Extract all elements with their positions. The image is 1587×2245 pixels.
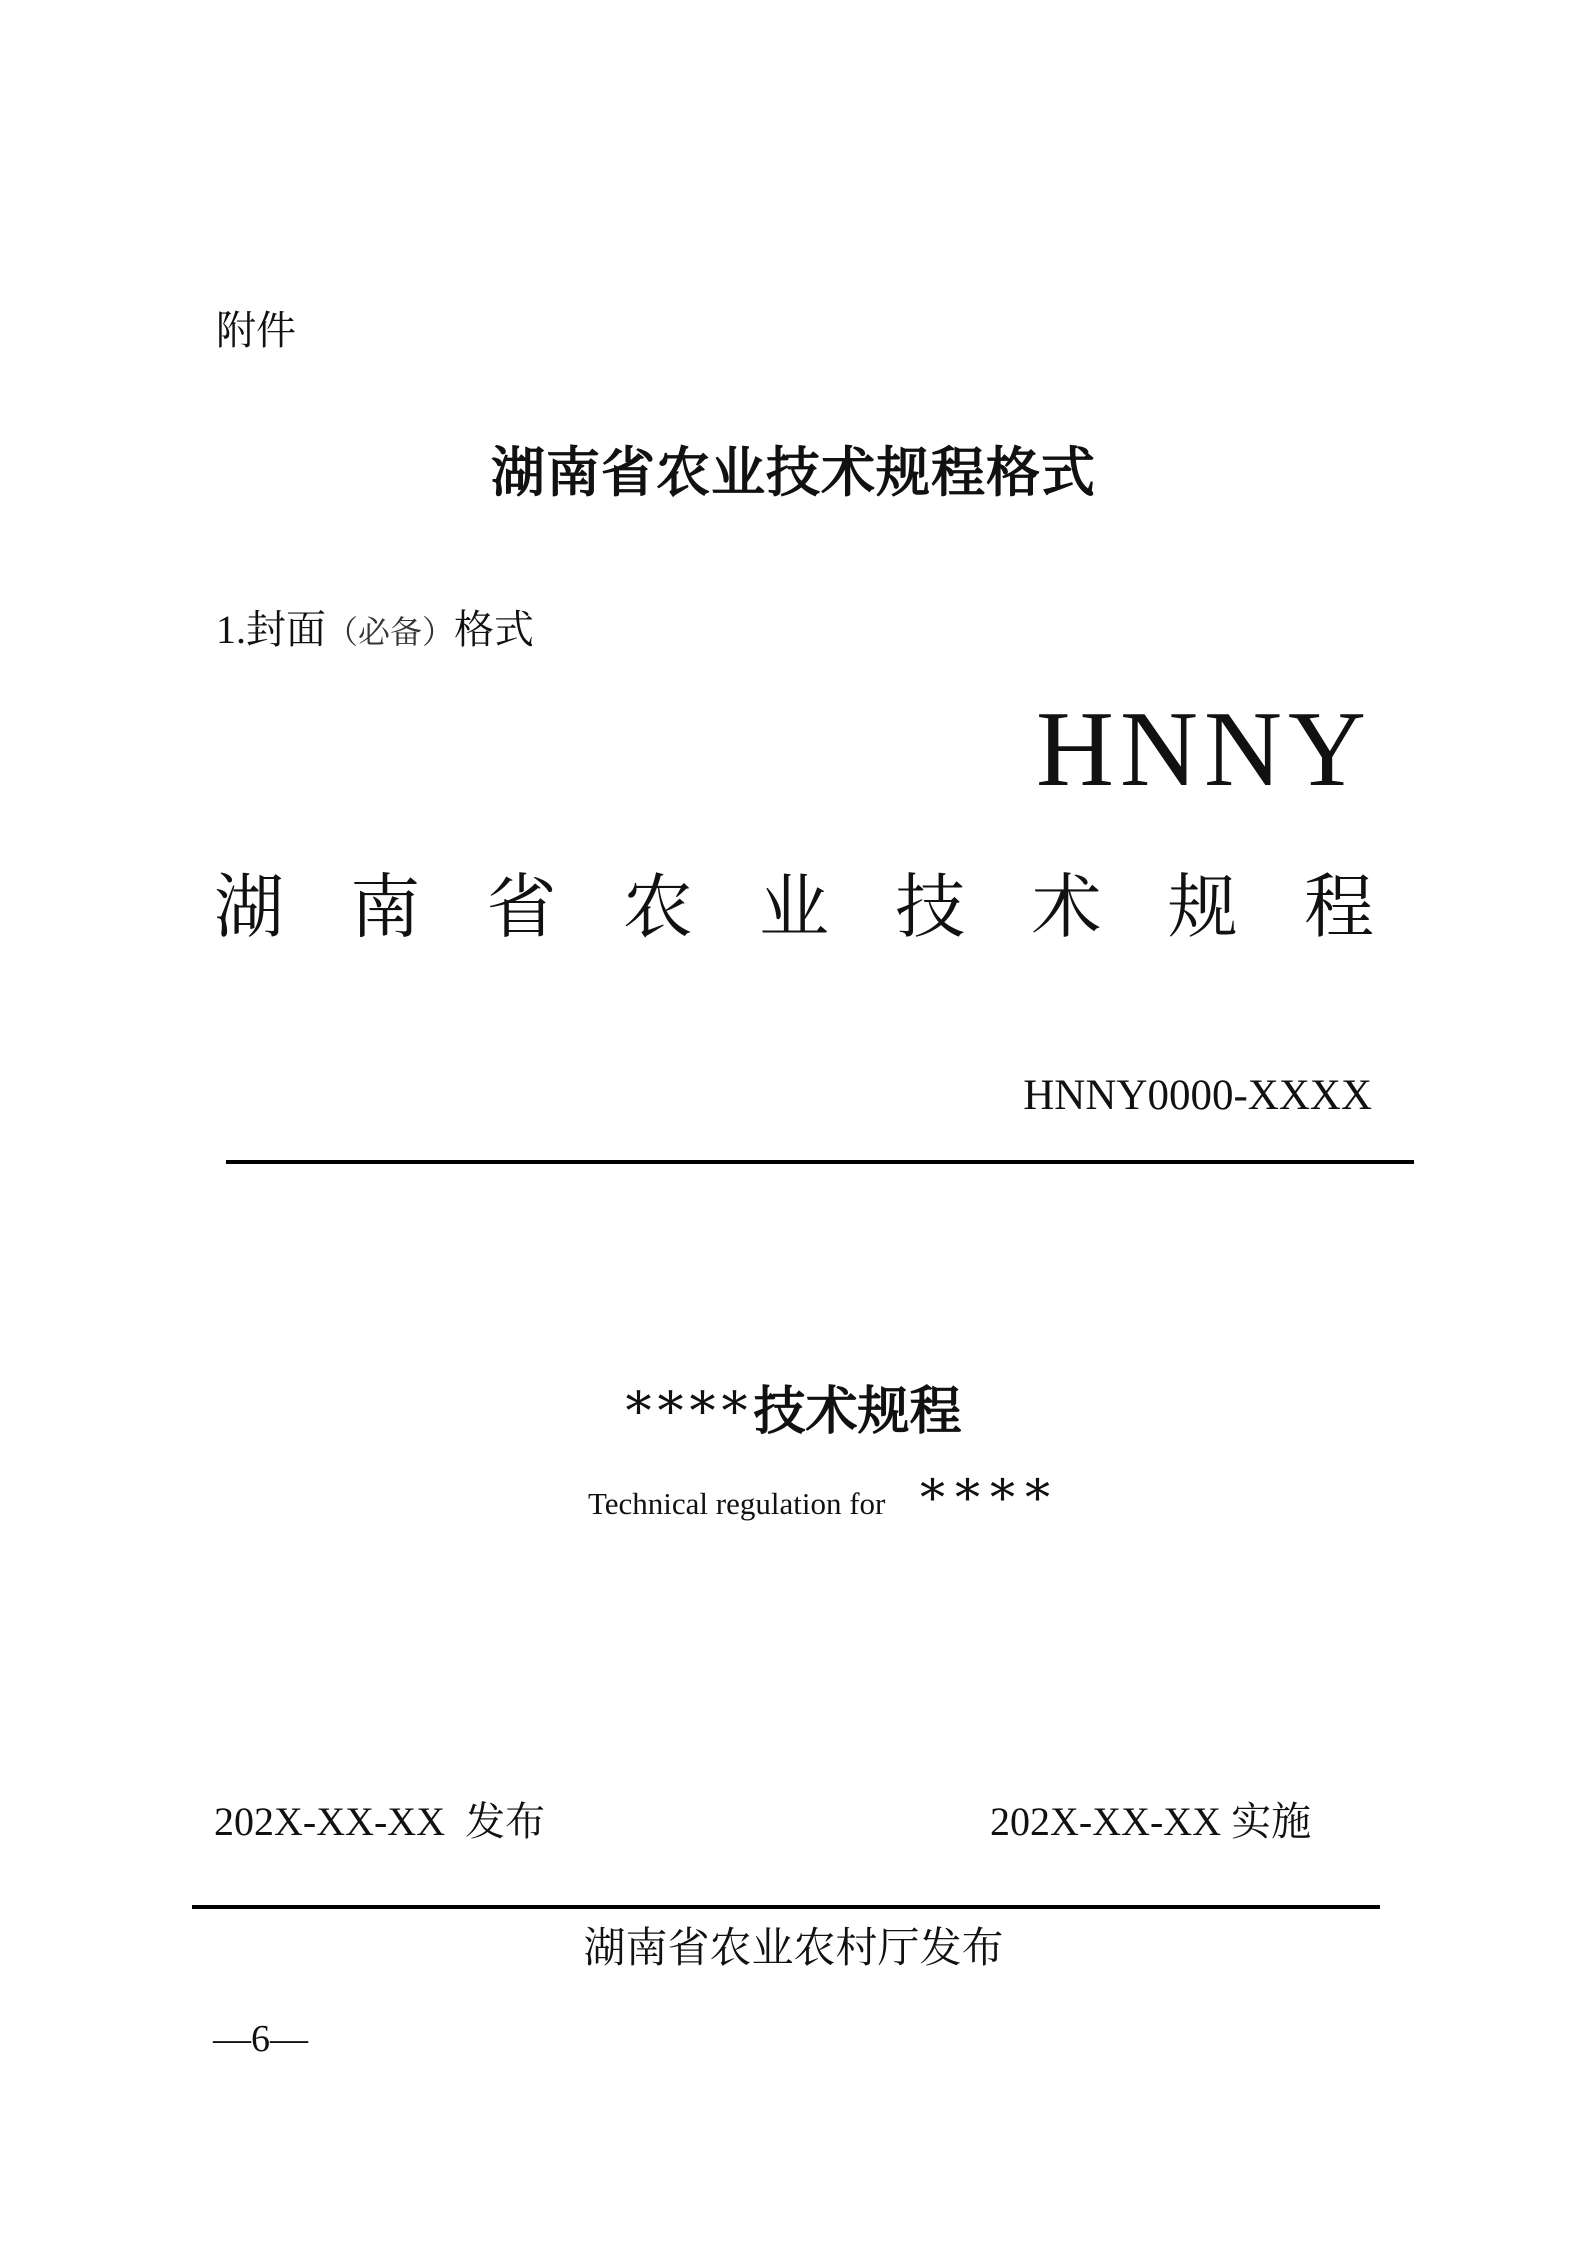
standard-name-char: 南: [350, 866, 421, 948]
header-divider: [226, 1160, 1414, 1164]
publish-label: 发布: [465, 1799, 546, 1845]
standard-name-char: 农: [622, 866, 693, 948]
section-heading: [216, 602, 534, 660]
section-heading-suffix: 格式: [454, 607, 535, 653]
standard-name-char: 规: [1167, 866, 1238, 948]
standard-name-char: 业: [759, 866, 829, 948]
english-title-placeholder: ****: [920, 1469, 1060, 1527]
english-title: Technical regulation for: [588, 1486, 886, 1521]
standard-number: HNNY0000-XXXX: [1023, 1072, 1372, 1119]
regulation-title: [0, 1378, 1587, 1446]
regulation-title-placeholder: ****: [625, 1382, 754, 1442]
section-number: 1.: [216, 607, 246, 652]
standard-name-char: 省: [486, 866, 557, 948]
regulation-title-text: 技术规程: [753, 1381, 962, 1442]
effective-date: [990, 1794, 1311, 1850]
attachment-label: 附件: [216, 308, 296, 354]
document-title: 湖南省农业技术规程格式: [491, 441, 1096, 504]
standard-name: [214, 862, 1374, 952]
standard-name-char: 程: [1304, 866, 1374, 948]
effective-label: 实施: [1231, 1799, 1312, 1845]
section-note: （必备）: [326, 613, 455, 651]
standard-name-char: 技: [895, 866, 966, 948]
effective-date-value: 202X-XX-XX: [990, 1799, 1222, 1844]
issuing-authority: 湖南省农业农村厅发布: [583, 1923, 1004, 1972]
section-heading-text: 封面: [246, 607, 326, 653]
publish-date: [214, 1794, 545, 1850]
standard-name-char: 湖: [214, 866, 284, 948]
footer-divider: [192, 1905, 1380, 1909]
page-number: —6—: [213, 2018, 308, 2060]
standard-name-char: 术: [1031, 866, 1102, 948]
publish-date-value: 202X-XX-XX: [214, 1799, 446, 1844]
standard-code-mark: HNNY: [1036, 690, 1372, 809]
